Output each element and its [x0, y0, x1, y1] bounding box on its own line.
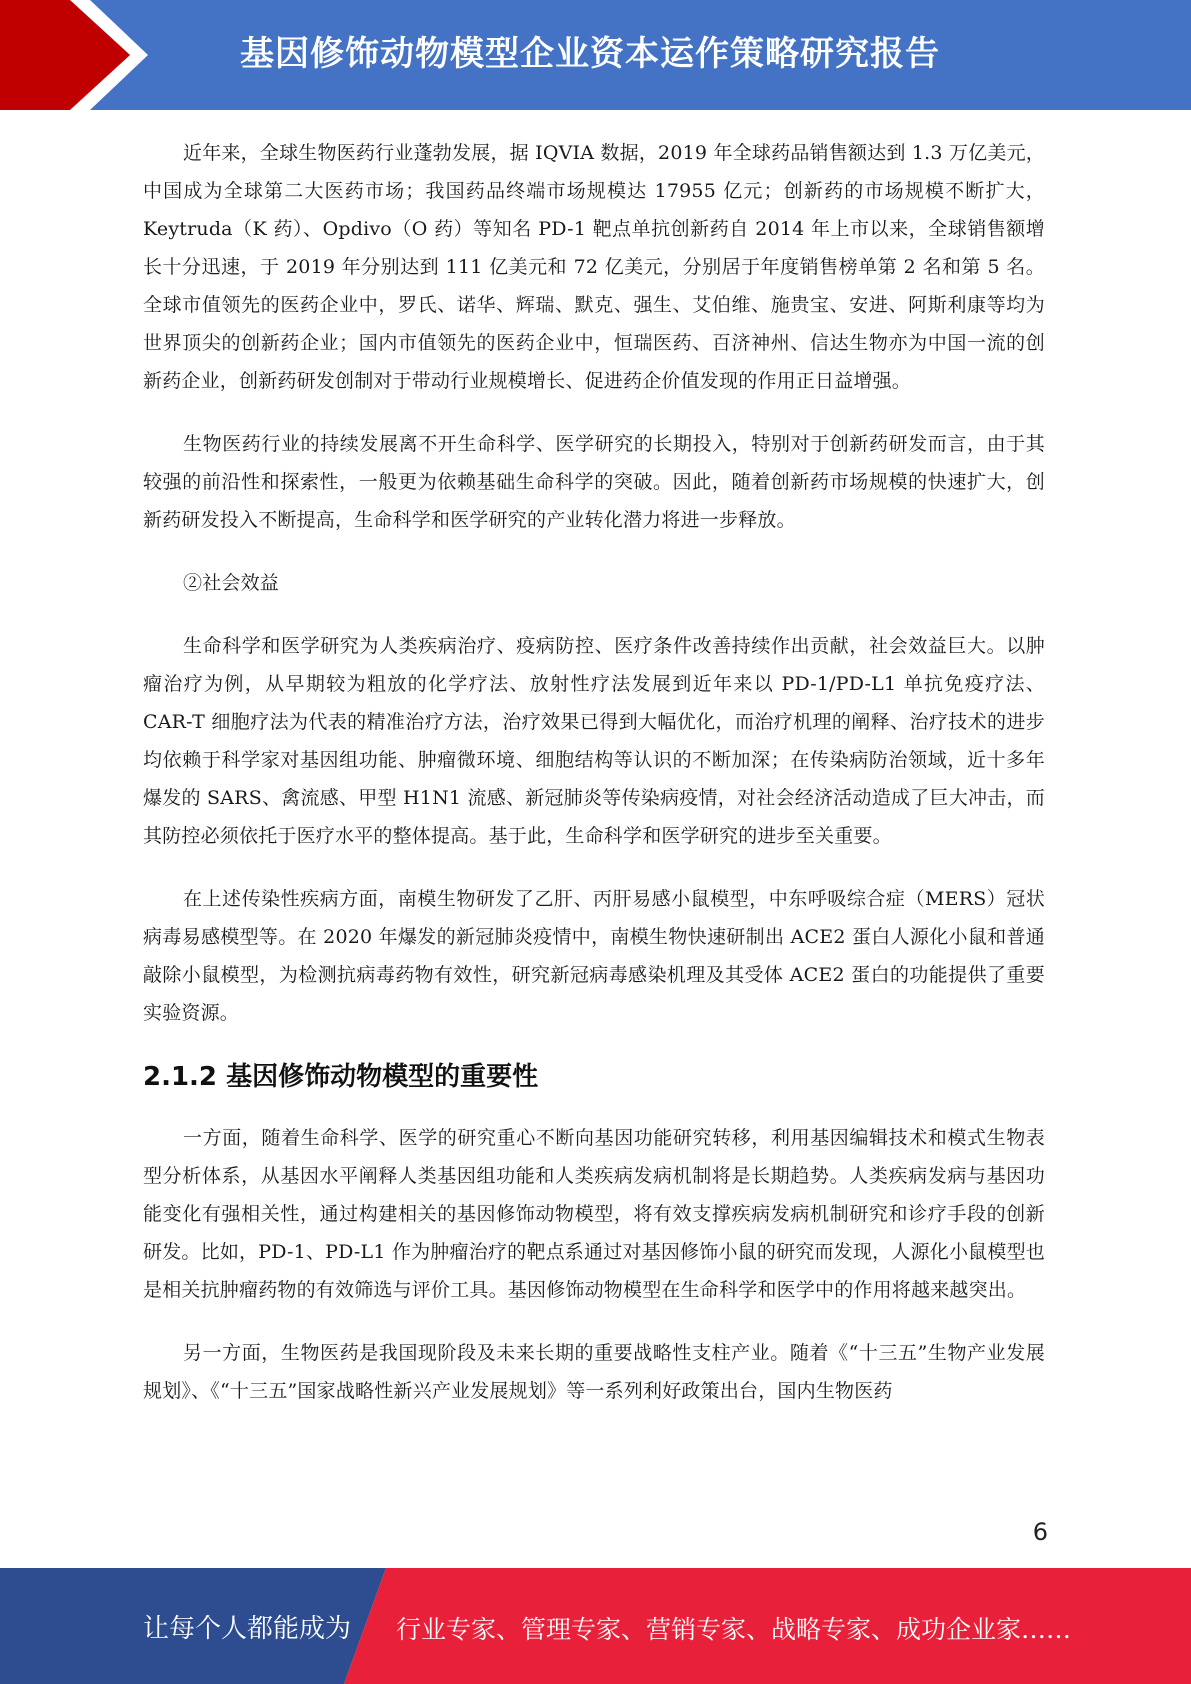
subheading-social-benefit: ②社会效益: [183, 572, 280, 594]
paragraph-gene-function-research: 一方面，随着生命科学、医学的研究重心不断向基因功能研究转移，利用基因编辑技术和模式生物表型分析体系，从基因水平阐释人类基因组功能和人类疾病发病机制将是长期趋势。人类疾病发病与基因功能变化有强相关性，通过构建相关的基因修饰动物模型，将有效支撑疾病发病机制研究和诊疗手段的创新研发。比如，PD-1、PD-L1 作为肿瘤治疗的靶点系通过对基因修饰小鼠的研究而发现，人源化小鼠模型也是相关抗肿瘤药物的有效筛选与评价工具。基因修饰动物模型在生命科学和医学中的作用将越来越突出。: [143, 1127, 1045, 1301]
paragraph-infectious-disease-models: 在上述传染性疾病方面，南模生物研发了乙肝、丙肝易感小鼠模型，中东呼吸综合症（MERS）冠状病毒易感模型等。在 2020 年爆发的新冠肺炎疫情中，南模生物快速研制出 ACE2 蛋白人源化小鼠和普通敲除小鼠模型，为检测抗病毒药物有效性，研究新冠病毒感染机理及其受体 ACE2 蛋白的功能提供了重要实验资源。: [143, 888, 1045, 1024]
footer-slogan-right: 行业专家、管理专家、营销专家、战略专家、成功企业家……: [396, 1615, 1072, 1644]
report-title: 基因修饰动物模型企业资本运作策略研究报告: [240, 34, 940, 74]
paragraph-social-benefit: 生命科学和医学研究为人类疾病治疗、疫病防控、医疗条件改善持续作出贡献，社会效益巨大。以肿瘤治疗为例，从早期较为粗放的化学疗法、放射性疗法发展到近年来以 PD-1/PD-L1 单抗免疫疗法、CAR-T 细胞疗法为代表的精准治疗方法，治疗效果已得到大幅优化，而治疗机理的阐释、治疗技术的进步均依赖于科学家对基因组功能、肿瘤微环境、细胞结构等认识的不断加深；在传染病防治领域，近十多年爆发的 SARS、禽流感、甲型 H1N1 流感、新冠肺炎等传染病疫情，对社会经济活动造成了巨大冲击，而其防控必须依托于医疗水平的整体提高。基于此，生命科学和医学研究的进步至关重要。: [143, 635, 1045, 847]
paragraph-industry-growth: 近年来，全球生物医药行业蓬勃发展，据 IQVIA 数据，2019 年全球药品销售额达到 1.3 万亿美元，中国成为全球第二大医药市场；我国药品终端市场规模达 17955 亿元；创新药的市场规模不断扩大，Keytruda（K 药）、Opdivo（O 药）等知名 PD-1 靶点单抗创新药自 2014 年上市以来，全球销售额增长十分迅速，于 2019 年分别达到 111 亿美元和 72 亿美元，分别居于年度销售榜单第 2 名和第 5 名。全球市值领先的医药企业中，罗氏、诺华、辉瑞、默克、强生、艾伯维、施贵宝、安进、阿斯利康等均为世界顶尖的创新药企业；国内市值领先的医药企业中，恒瑞医药、百济神州、信达生物亦为中国一流的创新药企业，创新药研发创制对于带动行业规模增长、促进药企价值发现的作用正日益增强。: [143, 142, 1045, 392]
paragraph-research-investment: 生物医药行业的持续发展离不开生命科学、医学研究的长期投入，特别对于创新药研发而言，由于其较强的前沿性和探索性，一般更为依赖基础生命科学的突破。因此，随着创新药市场规模的快速扩大，创新药研发投入不断提高，生命科学和医学研究的产业转化潜力将进一步释放。: [143, 433, 1045, 531]
section-heading: 2.1.2 基因修饰动物模型的重要性: [143, 1062, 539, 1092]
page-footer: [0, 1568, 1191, 1684]
paragraph-strategic-industry: 另一方面，生物医药是我国现阶段及未来长期的重要战略性支柱产业。随着《“十三五”生物产业发展规划》、《“十三五”国家战略性新兴产业发展规划》等一系列利好政策出台，国内生物医药: [143, 1342, 1045, 1402]
page-number: 6: [1032, 1518, 1048, 1546]
page-header: [0, 0, 1191, 110]
page-content: [143, 134, 1045, 1435]
footer-slogan-left: 让每个人都能成为: [143, 1614, 352, 1644]
